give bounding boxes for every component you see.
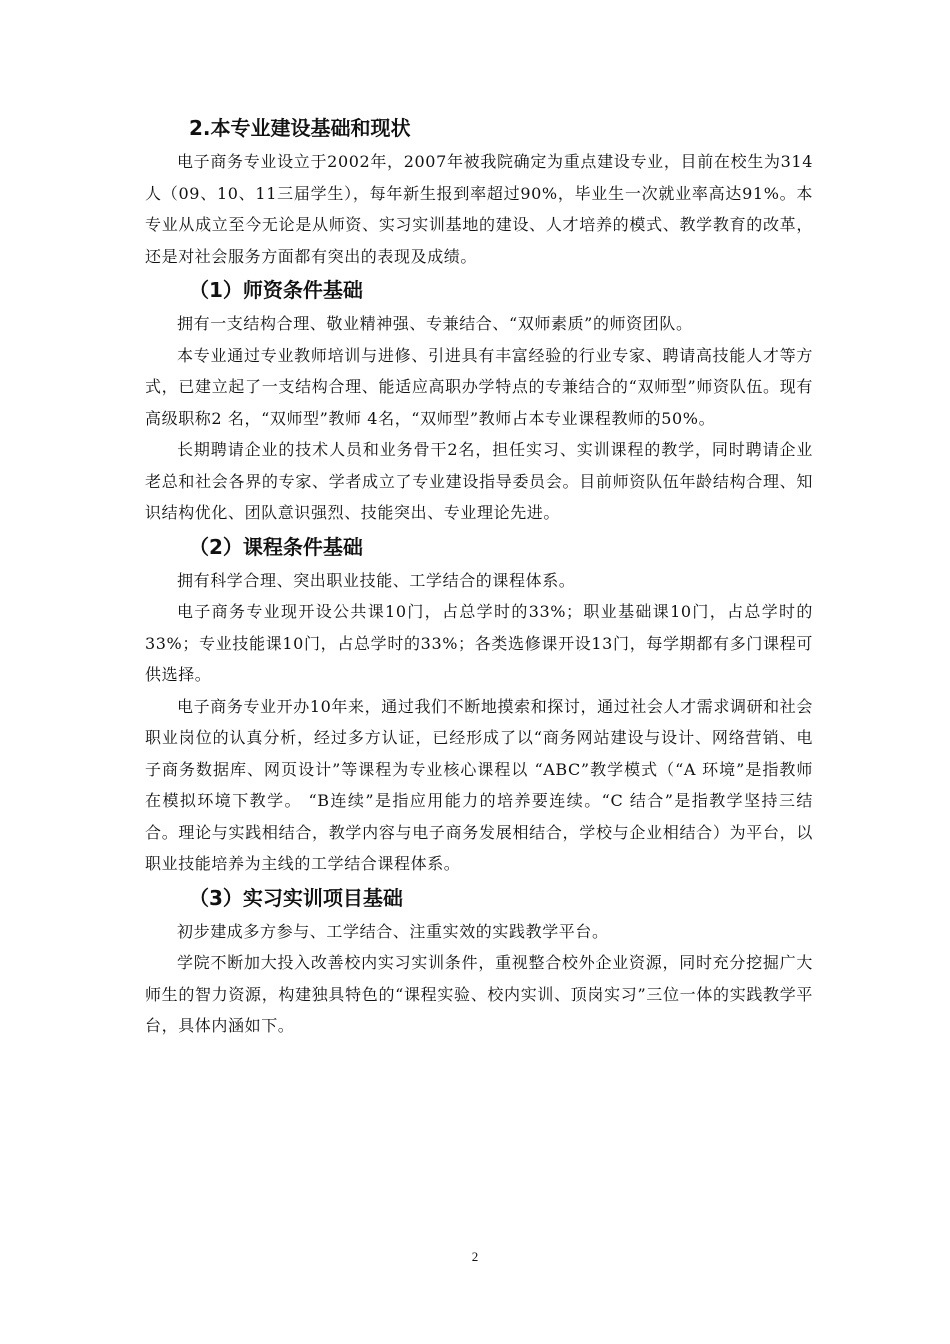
subsection-title-faculty: （1）师资条件基础 bbox=[189, 278, 363, 302]
paragraph: 拥有一支结构合理、敬业精神强、专兼结合、“双师素质”的师资团队。 bbox=[177, 314, 693, 333]
intro-paragraph: 电子商务专业设立于2002年，2007年被我院确定为重点建设专业，目前在校生为314人（09、10、11三届学生），每年新生报到率超过90%，毕业生一次就业率高达91%。本专业从成立至今无论是从师资、实习实训基地的建设、人才培养的模式、教学教育的改革，还是对社会服务方面都有突出的表现及成绩。 bbox=[145, 152, 813, 266]
paragraph: 电子商务专业现开设公共课10门，占总学时的33%；职业基础课10门，占总学时的33%；专业技能课10门，占总学时的33%；各类选修课开设13门，每学期都有多门课程可供选择。 bbox=[145, 602, 813, 684]
section-heading: 2.本专业建设基础和现状 bbox=[189, 116, 411, 140]
paragraph: 学院不断加大投入改善校内实习实训条件，重视整合校外企业资源，同时充分挖掘广大师生的智力资源，构建独具特色的“课程实验、校内实训、顶岗实习”三位一体的实践教学平台，具体内涵如下。 bbox=[145, 953, 813, 1035]
subsection-title-practice: （3）实习实训项目基础 bbox=[189, 885, 403, 910]
subsection-title-curriculum: （2）课程条件基础 bbox=[189, 534, 363, 559]
paragraph: 拥有科学合理、突出职业技能、工学结合的课程体系。 bbox=[177, 570, 576, 590]
page-number: 2 bbox=[471, 1249, 479, 1264]
document-page bbox=[145, 112, 813, 1042]
paragraph: 长期聘请企业的技术人员和业务骨干2名，担任实习、实训课程的教学，同时聘请企业老总和社会各界的专家、学者成立了专业建设指导委员会。目前师资队伍年龄结构合理、知识结构优化、团队意识强烈、技能突出、专业理论先进。 bbox=[145, 440, 813, 522]
paragraph: 电子商务专业开办10年来，通过我们不断地摸索和探讨，通过社会人才需求调研和社会职业岗位的认真分析，经过多方认证，已经形成了以“商务网站建设与设计、网络营销、电子商务数据库、网页设计”等课程为专业核心课程以 “ABC”教学模式（“A 环境”是指教师在模拟环境下教学。 “B连续”是指应用能力的培养要连续。“C 结合”是指教学坚持三结合。理论与实践相结合，教学内容与电子商务发展相结合，学校与企业相结合）为平台，以职业技能培养为主线的工学结合课程体系。 bbox=[145, 696, 813, 873]
paragraph: 初步建成多方参与、工学结合、注重实效的实践教学平台。 bbox=[177, 921, 609, 941]
paragraph: 本专业通过专业教师培训与进修、引进具有丰富经验的行业专家、聘请高技能人才等方式，已建立起了一支结构合理、能适应高职办学特点的专兼结合的“双师型”师资队伍。现有高级职称2 名，“双师型”教师 4名，“双师型”教师占本专业课程教师的50%。 bbox=[145, 345, 813, 428]
